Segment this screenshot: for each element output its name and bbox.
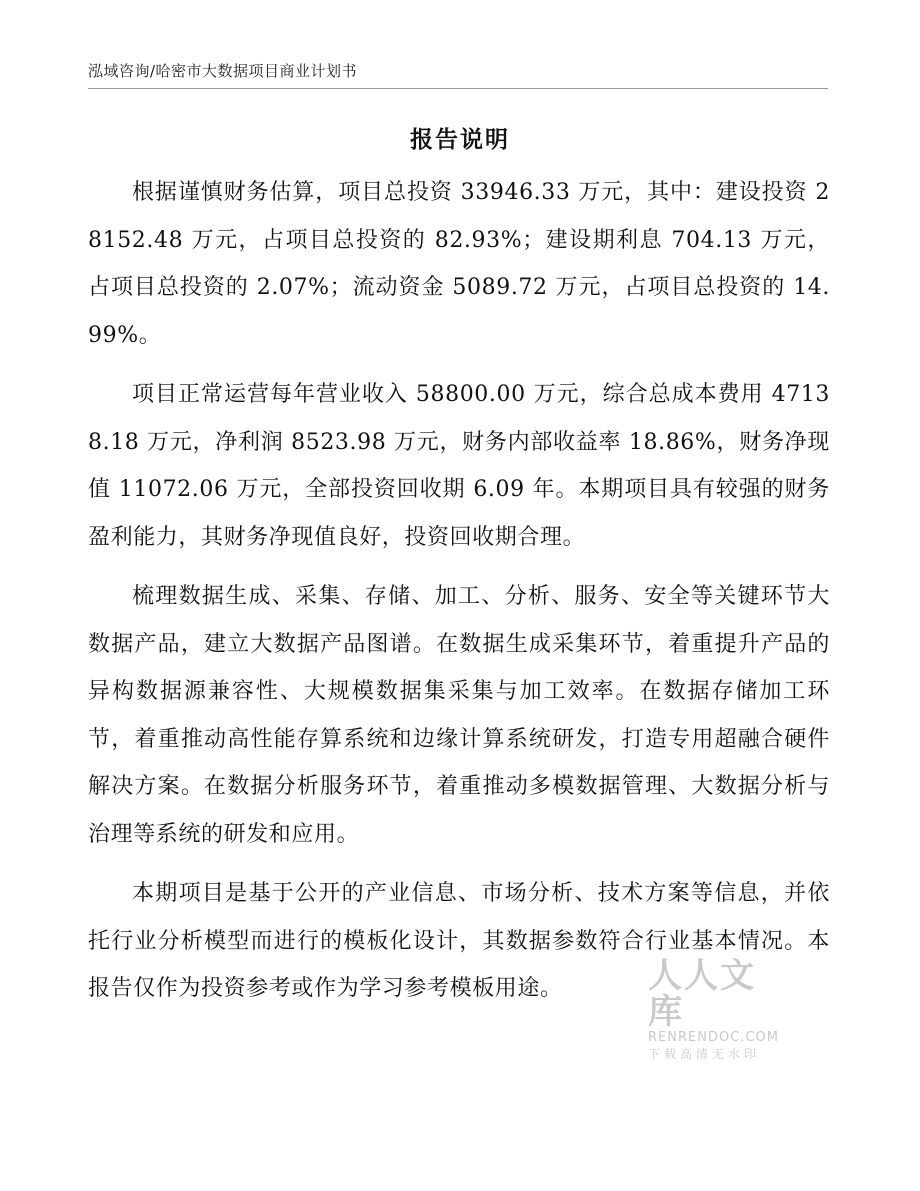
watermark-logo: 人人文库 bbox=[648, 956, 756, 1032]
paragraph-financials: 项目正常运营每年营业收入 58800.00 万元，综合总成本费用 47138.18 万元，净利润 8523.98 万元，财务内部收益率 18.86%，财务净现值 11072.06 万元，全部投资回收期 6.09 年。本期项目具有较强的财务盈利能力，其财务净现值良好，投资回收期合理。 bbox=[88, 382, 830, 550]
page-title: 报告说明 bbox=[410, 126, 510, 153]
watermark-tagline: 下载高清无水印 bbox=[648, 1047, 761, 1061]
paragraph-investment: 根据谨慎财务估算，项目总投资 33946.33 万元，其中：建设投资 28152.48 万元，占项目总投资的 82.93%；建设期利息 704.13 万元，占项目总投资的 2.07%；流动资金 5089.72 万元，占项目总投资的 14.99%。 bbox=[88, 180, 830, 348]
header-divider bbox=[88, 88, 828, 89]
paragraph-disclaimer: 本期项目是基于公开的产业信息、市场分析、技术方案等信息，并依托行业分析模型而进行的模板化设计，其数据参数符合行业基本情况。本报告仅作为投资参考或作为学习参考模板用途。 bbox=[88, 881, 830, 1001]
paragraph-product-map: 梳理数据生成、采集、存储、加工、分析、服务、安全等关键环节大数据产品，建立大数据产品图谱。在数据生成采集环节，着重提升产品的异构数据源兼容性、大规模数据集采集与加工效率。在数据存储加工环节，着重推动高性能存算系统和边缘计算系统研发，打造专用超融合硬件解决方案。在数据分析服务环节，着重推动多模数据管理、大数据分析与治理等系统的研发和应用。 bbox=[88, 584, 830, 847]
running-header: 泓域咨询/哈密市大数据项目商业计划书 bbox=[88, 62, 358, 80]
report-body bbox=[88, 169, 830, 1025]
watermark-url: RENRENDOC.COM bbox=[648, 1030, 779, 1045]
